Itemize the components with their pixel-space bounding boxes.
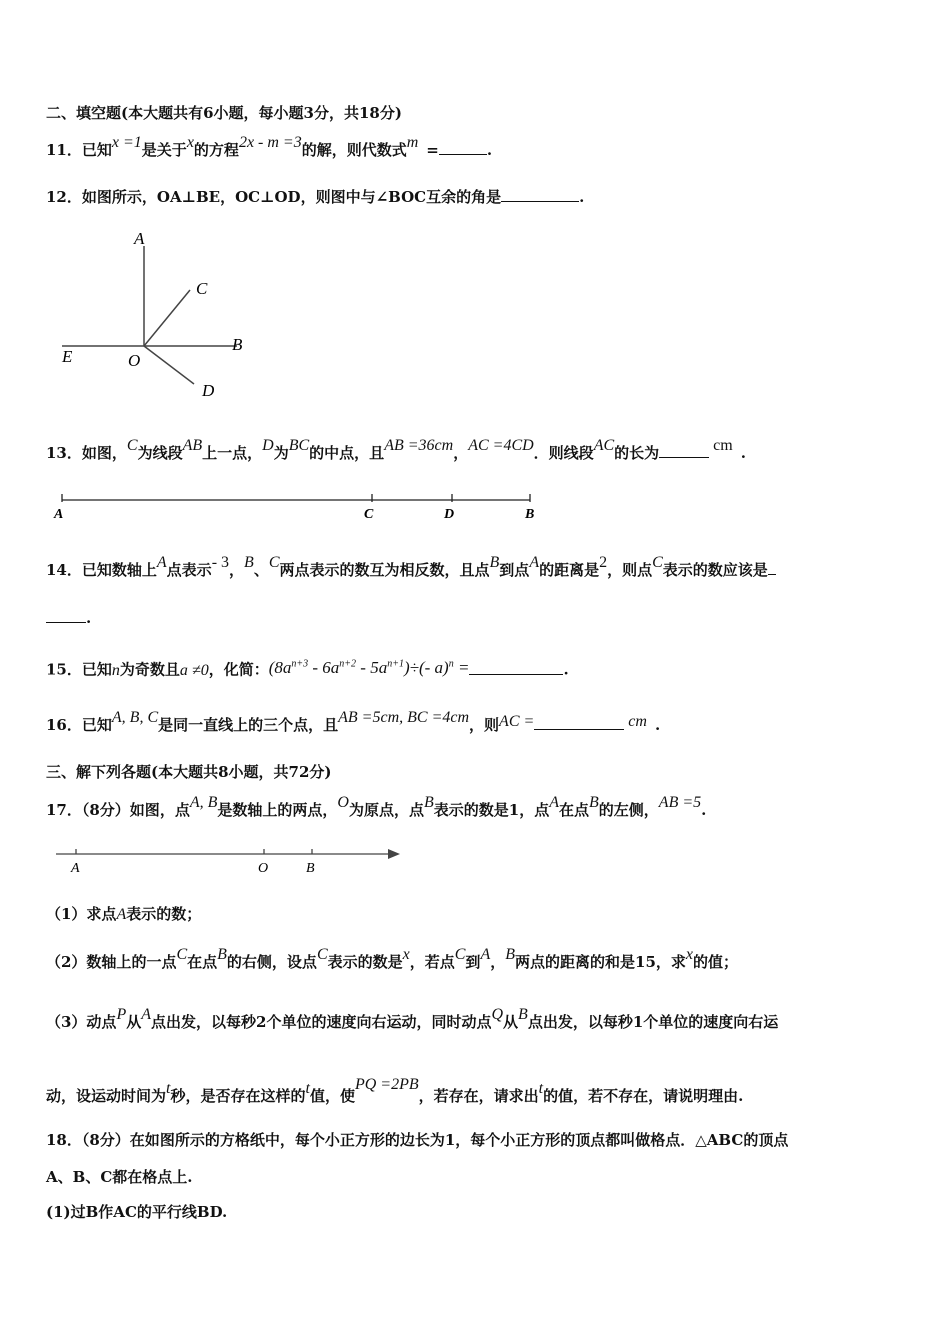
- text: (1)过B作AC的平行线BD.: [46, 1203, 228, 1221]
- math: m: [406, 134, 419, 151]
- text: .: [563, 660, 569, 679]
- question-17: [46, 794, 707, 821]
- answer-blank: [501, 187, 579, 202]
- math: C: [176, 946, 188, 963]
- text: 表示的数是1，点: [433, 801, 550, 819]
- question-14-continued: [46, 608, 91, 628]
- text: 秒，是否存在这样的: [170, 1087, 306, 1105]
- math: A: [156, 554, 167, 571]
- text: 表示的数应该是: [662, 561, 768, 579]
- text: 的左侧，: [598, 801, 659, 819]
- text: 两点的距离的和是15，求: [515, 953, 686, 971]
- math: t: [166, 1080, 171, 1097]
- question-number: 17．: [46, 801, 82, 819]
- text: 的值；: [693, 953, 739, 971]
- text: （8分）在如图所示的方格纸中，每个小正方形的边长为1，每个小正方形的顶点都叫做格点．△ABC的顶点: [81, 1131, 789, 1149]
- question-18: [46, 1130, 788, 1150]
- text: 的右侧，设点: [226, 953, 317, 971]
- expression: $(8a^{n+3} - 6a^{n+2} - 5a^{n+1})\div(-$ a)$^n$ =: [268, 657, 470, 677]
- question-18-part1: [46, 1202, 227, 1222]
- label-C: C: [196, 279, 208, 298]
- section2-header: 二、填空题(本大题共有6小题，每小题3分，共18分): [46, 104, 402, 122]
- answer-blank: [768, 560, 776, 575]
- question-16: [46, 709, 661, 736]
- question-17-part3-continued: [46, 1076, 744, 1107]
- text: 如图所示，OA⊥BE，OC⊥OD，则图中与∠BOC互余的角是: [81, 188, 502, 206]
- text: .: [701, 801, 707, 819]
- math: AB: [182, 437, 203, 454]
- text: 从: [503, 1013, 519, 1031]
- question-number: 14．: [46, 561, 82, 579]
- question-11: [46, 134, 493, 161]
- label-A: A: [134, 229, 145, 248]
- math: Q: [491, 1006, 504, 1023]
- math: 2x - m =3: [238, 134, 302, 151]
- text: 到: [465, 953, 481, 971]
- text: 表示的数是: [327, 953, 403, 971]
- math: AB =5cm, BC =4cm: [338, 709, 470, 726]
- q17-number-line: [52, 844, 412, 878]
- question-number: 15．: [46, 660, 82, 679]
- label-D: D: [202, 381, 215, 400]
- text: 点出发，以每秒1个单位的速度向右运: [527, 1013, 779, 1031]
- question-12: [46, 187, 584, 207]
- math: A: [549, 794, 559, 811]
- text: 上一点，: [202, 444, 263, 462]
- text: （3）动点: [46, 1013, 117, 1031]
- question-number: 18．: [46, 1131, 82, 1149]
- math: P: [116, 1006, 127, 1023]
- text: 的方程: [193, 141, 239, 159]
- math: x: [685, 946, 694, 963]
- text: .: [740, 444, 746, 462]
- question-15: [46, 656, 569, 681]
- text: ，则点: [607, 561, 653, 579]
- label-E: E: [62, 347, 73, 366]
- math: D: [262, 437, 274, 454]
- text: 已知: [81, 716, 112, 734]
- text: 点表示: [166, 561, 212, 579]
- question-number: 11．: [46, 141, 82, 159]
- answer-blank: [46, 608, 86, 623]
- text: 如图，: [81, 444, 127, 462]
- question-18-continued: [46, 1167, 192, 1187]
- text: 点出发，以每秒2个单位的速度向右运动，同时动点: [151, 1013, 492, 1031]
- text: A、B、C都在格点上.: [46, 1168, 193, 1186]
- math: C: [652, 554, 663, 571]
- math: x: [186, 134, 194, 151]
- text: 已知: [81, 660, 112, 679]
- text: 的长为: [614, 444, 660, 462]
- math: A: [141, 1006, 152, 1023]
- question-14: [46, 554, 776, 581]
- text: ，: [453, 444, 469, 462]
- answer-blank: [439, 140, 487, 155]
- math: B: [518, 1006, 528, 1023]
- math: A, B, C: [111, 709, 159, 726]
- text: 为奇数且: [119, 660, 180, 679]
- math: t: [538, 1080, 544, 1097]
- question-13: [46, 437, 746, 464]
- math: A, B: [189, 794, 218, 811]
- text: 为原点，点: [348, 801, 424, 819]
- label-C: C: [364, 507, 374, 522]
- section3-header: 三、解下列各题(本大题共8小题，共72分): [46, 763, 332, 781]
- unit: cm: [628, 713, 647, 730]
- math: x =1: [111, 134, 142, 151]
- label-B: B: [525, 507, 535, 522]
- label-A: A: [54, 507, 64, 522]
- math: O: [337, 794, 349, 811]
- text: ，则: [469, 716, 500, 734]
- text: 两点表示的数互为相反数，且点: [279, 561, 490, 579]
- math: - 3: [211, 554, 230, 571]
- text: .: [486, 141, 493, 159]
- label-A: A: [71, 861, 80, 876]
- question-17-part2: [46, 946, 739, 973]
- math: C: [316, 946, 328, 963]
- question-number: 12．: [46, 188, 82, 206]
- text: 是同一直线上的三个点，且: [158, 716, 339, 734]
- text: =: [426, 141, 439, 159]
- math: C: [454, 946, 466, 963]
- math: A: [480, 946, 491, 963]
- label-O: O: [258, 861, 269, 876]
- text: （8分）如图，点: [81, 801, 190, 819]
- text: 已知: [81, 141, 112, 159]
- text: 值，使: [309, 1087, 355, 1105]
- math: 2: [599, 554, 608, 571]
- label-B: B: [306, 861, 315, 876]
- math: A: [116, 906, 127, 923]
- q13-segment-figure: [50, 490, 550, 522]
- text: 的距离是: [539, 561, 600, 579]
- math: AB =5: [658, 794, 702, 811]
- label-O: O: [128, 351, 141, 370]
- text: 的解，则代数式: [301, 141, 407, 159]
- text: ，化简：: [208, 660, 269, 679]
- q12-angle-figure: [52, 226, 262, 406]
- text: 是数轴上的两点，: [217, 801, 338, 819]
- math: x: [402, 946, 410, 963]
- math: AC =: [499, 713, 535, 730]
- math: B: [217, 946, 227, 963]
- text: 从: [126, 1013, 142, 1031]
- answer-blank: [659, 443, 709, 458]
- question-17-part1: [46, 904, 201, 925]
- question-17-part3: [46, 1006, 779, 1033]
- text: 在点: [558, 801, 589, 819]
- text: .: [654, 716, 661, 734]
- answer-blank: [534, 715, 624, 730]
- text: ，若点: [409, 953, 455, 971]
- text: （1）求点: [46, 905, 117, 923]
- math: PQ =2PB: [354, 1076, 419, 1093]
- label-D: D: [444, 507, 455, 522]
- math: C: [126, 437, 138, 454]
- unit: cm: [713, 437, 733, 454]
- text: （2）数轴上的一点: [46, 953, 177, 971]
- math: B: [505, 946, 516, 963]
- math: BC: [288, 437, 310, 454]
- text: 已知数轴上: [81, 561, 157, 579]
- math: B: [244, 554, 254, 571]
- text: 为: [273, 444, 289, 462]
- text: 动，设运动时间为: [46, 1087, 167, 1105]
- math: B: [489, 554, 500, 571]
- text: 的值，若不存在，请说明理由.: [543, 1087, 744, 1105]
- math: B: [423, 794, 434, 811]
- text: ．则线段: [533, 444, 594, 462]
- math: A: [529, 554, 540, 571]
- text: 到点: [499, 561, 530, 579]
- text: ，: [229, 561, 245, 579]
- text: 为线段: [137, 444, 183, 462]
- question-number: 16．: [46, 716, 82, 734]
- text: 是关于: [141, 141, 187, 159]
- math: t: [305, 1080, 310, 1097]
- text: 表示的数；: [126, 905, 202, 923]
- math: C: [268, 554, 280, 571]
- math: AC: [593, 437, 615, 454]
- text: ，若存在，请求出: [418, 1087, 539, 1105]
- text: 在点: [187, 953, 218, 971]
- math: AC =4CD: [468, 437, 534, 454]
- text: .: [579, 188, 585, 206]
- math: AB =36cm: [384, 437, 454, 454]
- math: B: [589, 794, 599, 811]
- answer-blank: [469, 660, 563, 675]
- text: 、: [253, 561, 269, 579]
- text: ，: [490, 953, 506, 971]
- math: n: [111, 661, 120, 679]
- question-number: 13．: [46, 444, 82, 462]
- label-B: B: [232, 335, 243, 354]
- text: 的中点，且: [309, 444, 385, 462]
- text: .: [86, 609, 92, 627]
- math: a ≠0: [179, 661, 209, 679]
